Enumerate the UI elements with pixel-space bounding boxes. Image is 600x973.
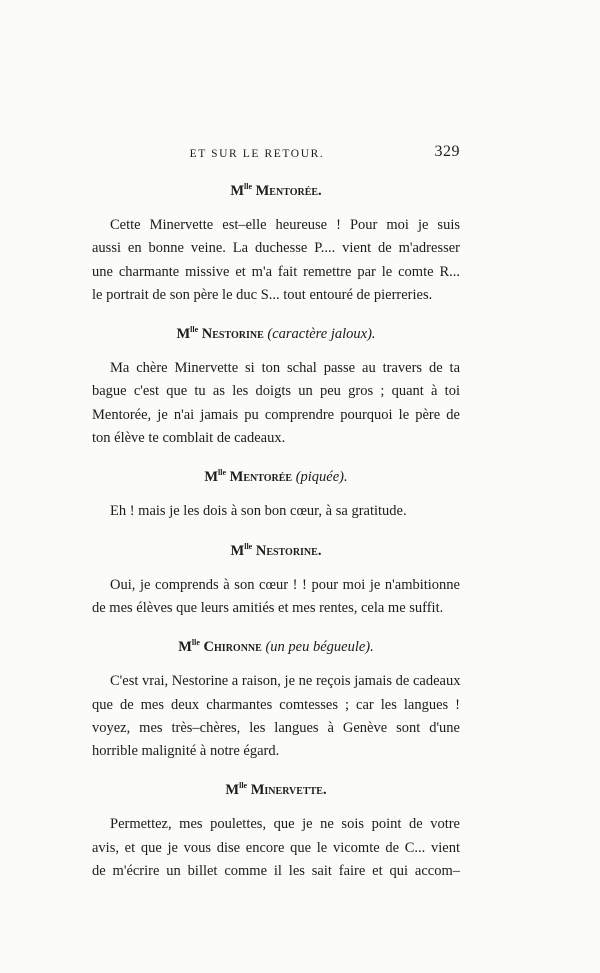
text-line: ton élève te comblait de cadeaux.	[92, 430, 286, 447]
speaker-name: Mentorée	[229, 469, 293, 486]
speaker-title: $M^{lle}$	[204, 468, 227, 486]
text-line: Mentorée, je n'ai jamais pu comprendre pourquoi le père de	[92, 406, 460, 423]
speaker-name: Minervette.	[250, 782, 327, 799]
speaker-heading	[92, 775, 460, 801]
speaker-heading	[92, 176, 460, 202]
speaker-heading	[92, 632, 460, 658]
page-number: 329	[434, 143, 460, 160]
speaker-name: Nestorine.	[255, 542, 322, 559]
text-line: de m'écrire un billet comme il les sait faire et qui accom–	[92, 863, 460, 880]
text-line: Eh ! mais je les dois à son bon cœur, à sa gratitude.	[110, 503, 407, 520]
text-line: avis, et que je vous dise encore que le vicomte de C... vient	[92, 839, 460, 856]
speaker-name: Mentorée.	[255, 183, 322, 199]
text-line: C'est vrai, Nestorine a raison, je ne reçois jamais de cadeaux	[110, 673, 461, 690]
stage-direction: (piquée).	[295, 469, 348, 486]
text-line: de mes élèves que leurs amitiés et mes rentes, cela me suffit.	[92, 599, 444, 616]
speaker-title: $M^{lle}$	[230, 182, 252, 199]
speaker-title: $M^{lle}$	[178, 638, 200, 656]
text-line: le portrait de son père le duc S... tout entouré de pierreries.	[92, 286, 433, 303]
text-line: horrible malignité à notre égard.	[92, 743, 280, 760]
running-title: ET SUR LE RETOUR.	[189, 148, 325, 160]
speaker-title: $M^{lle}$	[230, 541, 253, 559]
text-line: Oui, je comprends à son cœur ! ! pour moi je n'ambitionne	[110, 576, 460, 593]
text-line: bague c'est que tu as les doigts un peu gros ; quant à toi	[92, 383, 460, 400]
speaker-name: Chironne	[203, 639, 262, 656]
stage-direction: (un peu bégueule).	[265, 639, 374, 656]
dialogue-paragraph	[92, 357, 460, 450]
speaker-name: Nestorine	[201, 326, 264, 343]
speaker-title: $M^{lle}$	[225, 781, 248, 799]
text-line: Ma chère Minervette si ton schal passe au travers de ta	[110, 360, 460, 377]
stage-direction: (caractère jaloux).	[267, 326, 376, 343]
speaker-heading	[92, 319, 460, 345]
speaker-heading	[92, 462, 460, 488]
text-line: aussi en bonne veine. La duchesse P.... vient de m'adresser	[92, 240, 460, 257]
running-header	[92, 143, 460, 165]
dialogue-paragraph	[92, 813, 460, 883]
dialogue-paragraph	[92, 670, 460, 763]
dialogue-text	[92, 176, 460, 895]
text-line: voyez, mes très–chères, les langues à Genève sont d'une	[92, 719, 460, 736]
text-line: que de mes deux charmantes comtesses ; car les langues !	[92, 696, 460, 713]
text-line: une charmante missive et m'a fait remettre par le comte R...	[92, 263, 460, 280]
dialogue-paragraph	[92, 214, 460, 307]
dialogue-paragraph	[92, 500, 460, 523]
speaker-heading	[92, 536, 460, 562]
text-line: Permettez, mes poulettes, que je ne sois point de votre	[110, 816, 460, 833]
speaker-title: $M^{lle}$	[176, 325, 199, 343]
dialogue-paragraph	[92, 574, 460, 621]
text-line: Cette Minervette est–elle heureuse ! Pour moi je suis	[110, 217, 460, 233]
